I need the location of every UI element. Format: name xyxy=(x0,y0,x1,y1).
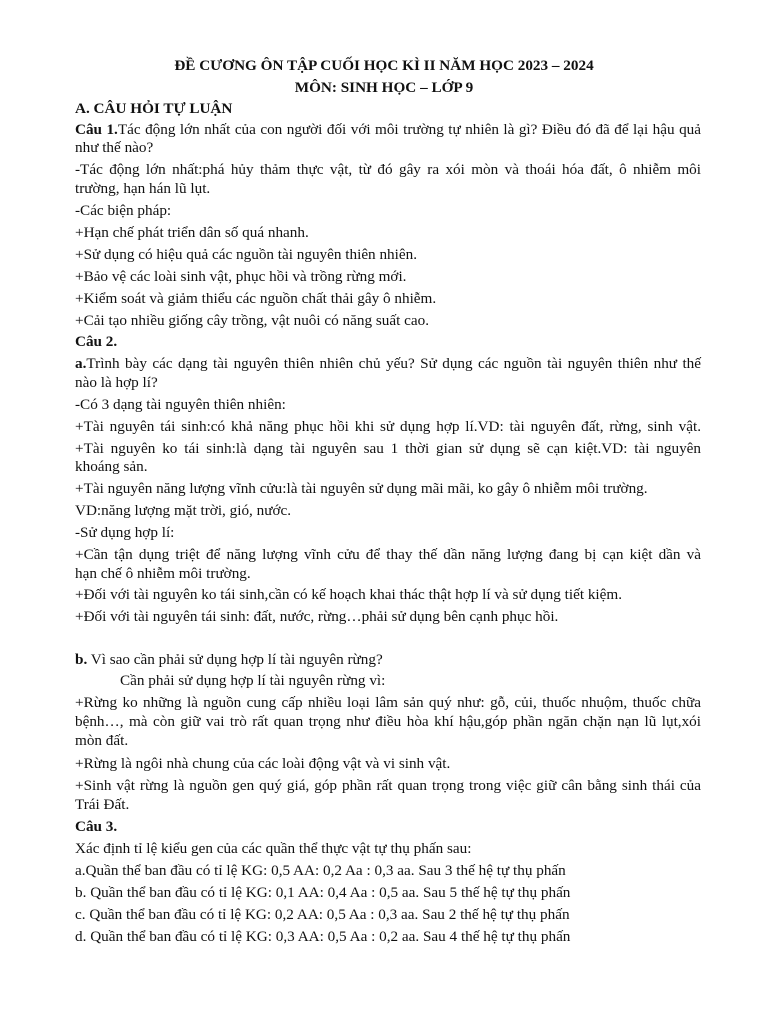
q2a-question-line: nào là hợp lí? xyxy=(75,374,158,391)
q1-question-line: Câu 1.Tác động lớn nhất của con người đối với môi trường tự nhiên là gì? Điều đó đã để lại hậu quả xyxy=(75,121,701,138)
q2a-answer-line: -Có 3 dạng tài nguyên thiên nhiên: xyxy=(75,396,286,413)
q2a-answer-line: +Cần tận dụng triệt để năng lượng vĩnh cửu để thay thế dần năng lượng đang bị cạn kiệt dần và xyxy=(75,546,701,563)
q1-answer-line: +Kiểm soát và giảm thiểu các nguồn chất thải gây ô nhiễm. xyxy=(75,290,437,307)
q1-answer-line: -Các biện pháp: xyxy=(75,202,172,219)
q2a-answer-line: +Đối với tài nguyên tái sinh: đất, nước, rừng…phải sử dụng bên cạnh phục hồi. xyxy=(75,608,559,625)
q2a-question-line: a.Trình bày các dạng tài nguyên thiên nhiên chủ yếu? Sử dụng các nguồn tài nguyên thiên như thế xyxy=(75,355,701,372)
q2a-answer-line: -Sử dụng hợp lí: xyxy=(75,524,175,541)
q2b-answer-line: +Rừng ko những là nguồn cung cấp nhiều loại lâm sản quý như: gỗ, củi, thuốc nhuộm, thuốc chữa xyxy=(75,694,701,711)
q1-answer-line: -Tác động lớn nhất:phá hủy thảm thực vật, từ đó gây ra xói mòn và thoái hóa đất, ô nhiễm môi xyxy=(75,161,701,178)
q2b-answer-line: +Rừng là ngôi nhà chung của các loài động vật và vi sinh vật. xyxy=(75,755,451,772)
section-heading: A. CÂU HỎI TỰ LUẬN xyxy=(75,100,233,117)
q2a-answer-line: +Tài nguyên năng lượng vĩnh cửu:là tài nguyên sử dụng mãi mãi, ko gây ô nhiễm môi trường. xyxy=(75,480,648,497)
q2a-answer-line: +Đối với tài nguyên ko tái sinh,cần có kế hoạch khai thác thật hợp lí và sử dụng tiết kiệm. xyxy=(75,586,623,603)
q2a-answer-line: VD:năng lượng mặt trời, gió, nước. xyxy=(75,502,292,519)
q2a-answer-line: hạn chế ô nhiễm môi trường. xyxy=(75,565,251,582)
q2b-answer-line: Trái Đất. xyxy=(75,796,130,813)
q3-label: Câu 3. xyxy=(75,818,118,835)
q2b-question-line: b. Vì sao cần phải sử dụng hợp lí tài nguyên rừng? xyxy=(75,651,383,668)
q2b-answer-line: mòn đất. xyxy=(75,732,129,749)
q3-item: a.Quần thể ban đầu có tỉ lệ KG: 0,5 AA: 0,2 Aa : 0,3 aa. Sau 3 thế hệ tự thụ phấn xyxy=(75,862,566,879)
q1-answer-line: trường, hạn hán lũ lụt. xyxy=(75,180,211,197)
doc-title: ĐỀ CƯƠNG ÔN TẬP CUỐI HỌC KÌ II NĂM HỌC 2023 – 2024 xyxy=(174,57,594,74)
q1-answer-line: +Cải tạo nhiều giống cây trồng, vật nuôi có năng suất cao. xyxy=(75,312,429,329)
q2-label: Câu 2. xyxy=(75,333,118,350)
q2a-answer-line: +Tài nguyên tái sinh:có khả năng phục hồi khi sử dụng hợp lí.VD: tài nguyên đất, rừng, sinh vật. xyxy=(75,418,701,435)
q1-answer-line: +Sử dụng có hiệu quả các nguồn tài nguyên thiên nhiên. xyxy=(75,246,417,263)
q1-answer-line: +Bảo vệ các loài sinh vật, phục hồi và trồng rừng mới. xyxy=(75,268,407,285)
doc-subtitle: MÔN: SINH HỌC – LỚP 9 xyxy=(294,79,474,96)
q2b-answer-line: +Sinh vật rừng là nguồn gen quý giá, góp phần rất quan trọng trong việc giữ cân bằng sinh thái của xyxy=(75,777,701,794)
q2a-answer-line: +Tài nguyên ko tái sinh:là dạng tài nguyên sau 1 thời gian sử dụng sẽ cạn kiệt.VD: tài nguyên xyxy=(75,440,701,457)
q2a-answer-line: khoáng sản. xyxy=(75,458,148,475)
q3-intro: Xác định tỉ lệ kiểu gen của các quần thể thực vật tự thụ phấn sau: xyxy=(75,840,472,857)
q3-item: c. Quần thể ban đầu có tỉ lệ KG: 0,2 AA: 0,5 Aa : 0,3 aa. Sau 2 thế hệ tự thụ phấn xyxy=(75,906,570,923)
q2b-answer-line: Cần phải sử dụng hợp lí tài nguyên rừng vì: xyxy=(120,672,386,689)
q2b-answer-line: bệnh…, mà còn giữ vai trò rất quan trọng như điều hòa khí hậu,góp phần ngăn chặn nạn lũ lụt,xói xyxy=(75,713,701,730)
q1-question-line: như thế nào? xyxy=(75,139,154,156)
q1-answer-line: +Hạn chế phát triển dân số quá nhanh. xyxy=(75,224,309,241)
q1-label: Câu 1. xyxy=(75,121,118,138)
q3-item: d. Quần thể ban đầu có tỉ lệ KG: 0,3 AA: 0,5 Aa : 0,2 aa. Sau 4 thế hệ tự thụ phấn xyxy=(75,928,571,945)
q3-item: b. Quần thể ban đầu có tỉ lệ KG: 0,1 AA: 0,4 Aa : 0,5 aa. Sau 5 thế hệ tự thụ phấn xyxy=(75,884,571,901)
